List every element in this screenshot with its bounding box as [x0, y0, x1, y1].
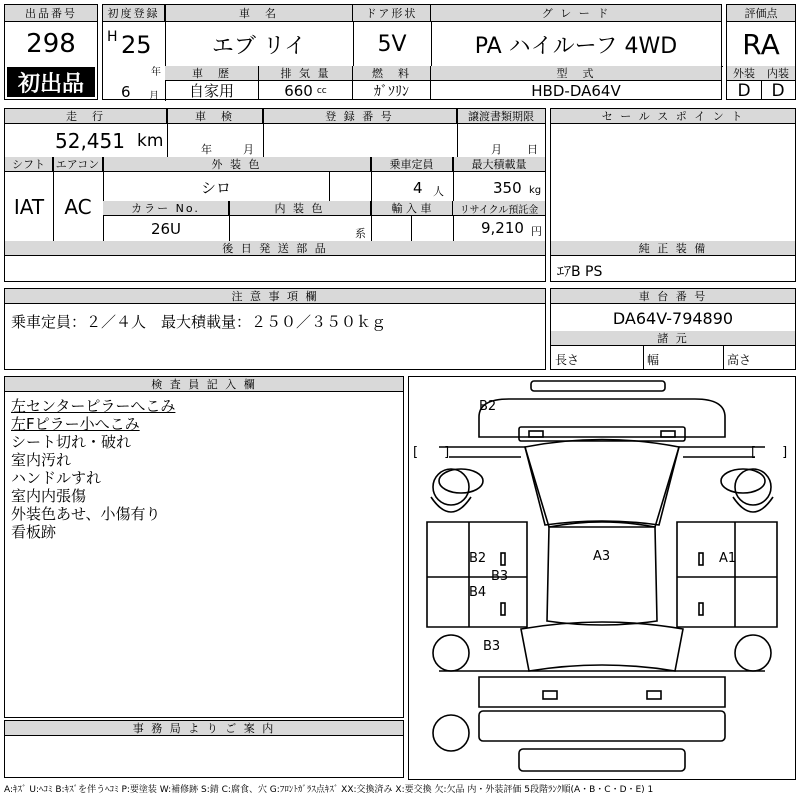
inspector-note: シート切れ・破れ — [11, 433, 132, 451]
color-no: 26U — [150, 220, 182, 238]
model-code: HBD-DA64V — [531, 81, 621, 100]
damage-mark: A1 — [719, 551, 737, 566]
fuel: ｶﾞｿﾘﾝ — [353, 81, 431, 100]
interior-grade: D — [771, 81, 785, 100]
car-diagram — [409, 377, 795, 779]
shift-label: シフト — [5, 157, 53, 172]
sales-point-label: セ ー ル ス ポ イ ン ト — [551, 109, 795, 124]
inspector-note: 室内内張傷 — [11, 487, 87, 505]
inspector-note: 外装色あせ、小傷有り — [11, 505, 161, 523]
inspector-note: ハンドルすれ — [11, 469, 102, 487]
sales-point-box — [550, 108, 796, 282]
reg-no-label: 登 録 番 号 — [263, 109, 457, 124]
score: RA — [742, 27, 780, 61]
recycle-fee: 9,210 — [481, 219, 524, 237]
car-diagram-box — [408, 376, 796, 780]
car-name: エブ リイ — [211, 33, 307, 59]
displacement-label: 排 気 量 — [259, 66, 353, 81]
genuine-label: 純 正 装 備 — [551, 241, 795, 256]
office-label: 事 務 局 よ り ご 案 内 — [5, 721, 403, 736]
chassis-number: DA64V-794890 — [612, 308, 734, 328]
capacity-label: 乗車定員 — [371, 157, 453, 172]
damage-mark: B2 — [479, 399, 497, 414]
notice-text: 乗車定員：２／４人 最大積載量：２５０／３５０ｋｇ — [11, 313, 387, 331]
score-label: 評価点 — [727, 5, 795, 22]
damage-mark: A3 — [593, 549, 611, 564]
grade-label: グ レ ー ド — [431, 5, 721, 22]
month-unit: 月 — [149, 91, 159, 102]
chassis-label: 車 台 番 号 — [551, 289, 795, 304]
history-label: 車 歴 — [165, 66, 259, 81]
inspector-note: 看板跡 — [11, 523, 57, 541]
mileage: 52,451 — [55, 129, 125, 153]
genuine-equipment: ｴｱB PS — [557, 264, 603, 280]
height-label: 高さ — [727, 353, 752, 367]
year-unit: 年 — [151, 67, 161, 78]
details-table — [4, 108, 546, 282]
lot-no: 298 — [26, 29, 76, 59]
door-type: 5V — [377, 31, 407, 57]
int-color-unit: 系 — [355, 227, 366, 240]
color-label: 外 装 色 — [103, 157, 371, 172]
damage-mark: B3 — [491, 569, 509, 584]
inspection-month-unit: 月 — [243, 143, 254, 156]
car-name-label: 車 名 — [165, 5, 353, 22]
length-label: 長さ — [555, 353, 580, 367]
mileage-label: 走 行 — [5, 109, 167, 124]
aircon: AC — [64, 195, 92, 219]
lot-no-label: 出品番号 — [5, 5, 97, 22]
dims-label: 諸 元 — [551, 331, 795, 346]
notice-box — [4, 288, 546, 370]
era: H — [107, 29, 118, 45]
color-no-label: カラー No. — [103, 201, 229, 216]
header-table — [102, 4, 722, 100]
inspector-label: 検 査 員 記 入 欄 — [5, 377, 403, 392]
import-label: 輸 入 車 — [371, 201, 453, 216]
inspector-note: 左センターピラーへこみ — [11, 397, 176, 415]
model-label: 型 式 — [431, 66, 721, 81]
recycle-label: リサイクル預託金 — [453, 201, 545, 216]
max-load: 350 — [493, 179, 522, 197]
fuel-label: 燃 料 — [353, 66, 431, 81]
int-color-label: 内 装 色 — [229, 201, 371, 216]
history: 自家用 — [165, 81, 259, 100]
damage-mark: B3 — [483, 639, 501, 654]
bracket-right: [ ] — [751, 445, 788, 460]
chassis-box — [550, 288, 796, 370]
reg-month: 6 — [121, 83, 131, 101]
max-load-unit: kg — [529, 185, 542, 196]
notice-label: 注 意 事 項 欄 — [5, 289, 545, 304]
shift: IAT — [13, 195, 45, 219]
exterior-color: シロ — [200, 178, 231, 197]
inspection-year-unit: 年 — [201, 143, 212, 156]
capacity-unit: 人 — [433, 185, 444, 198]
capacity: 4 — [413, 179, 423, 197]
grade: PA ハイルーフ 4WD — [474, 33, 678, 59]
displacement-unit: cc — [316, 85, 327, 96]
first-listing-badge: 初出品 — [7, 67, 95, 97]
interior-label: 内装 — [761, 66, 795, 81]
transfer-day-unit: 日 — [527, 143, 538, 156]
width-label: 幅 — [647, 353, 660, 367]
inspector-note: 左Fピラー小へこみ — [11, 415, 140, 433]
inspector-box — [4, 376, 404, 718]
displacement: 660 — [284, 81, 313, 100]
bracket-left: [ ] — [413, 445, 450, 460]
transfer-month-unit: 月 — [491, 143, 502, 156]
max-load-label: 最大積載量 — [453, 157, 545, 172]
score-box — [726, 4, 796, 100]
damage-mark: B2 — [469, 551, 487, 566]
transfer-label: 譲渡書類期限 — [457, 109, 545, 124]
inspector-note: 室内汚れ — [11, 451, 72, 469]
office-box — [4, 720, 404, 778]
reg-year: 25 — [121, 31, 152, 59]
ac-label: エアコン — [53, 157, 103, 172]
door-label: ドア形状 — [353, 5, 431, 22]
damage-mark: B4 — [469, 585, 487, 600]
exterior-grade: D — [737, 81, 751, 100]
recycle-unit: 円 — [531, 225, 542, 238]
lot-no-box — [4, 4, 98, 100]
exterior-label: 外装 — [727, 66, 761, 81]
later-parts-label: 後 日 発 送 部 品 — [5, 241, 545, 256]
legend: A:ｷｽﾞ U:ﾍｺﾐ B:ｷｽﾞを伴うﾍｺﾐ P:要塗装 W:補修跡 S:錆 C:腐食、穴 G:ﾌﾛﾝﾄｶﾞﾗｽ点ｷｽﾞ XX:交換済み X:要交換 欠:欠品 内・外装評価 5段階ﾗﾝｸ順(A・B・C・D・E) 1 — [4, 785, 654, 795]
mileage-unit: km — [137, 131, 164, 151]
inspection-label: 車 検 — [167, 109, 263, 124]
first-reg-label: 初度登録 — [103, 5, 165, 22]
